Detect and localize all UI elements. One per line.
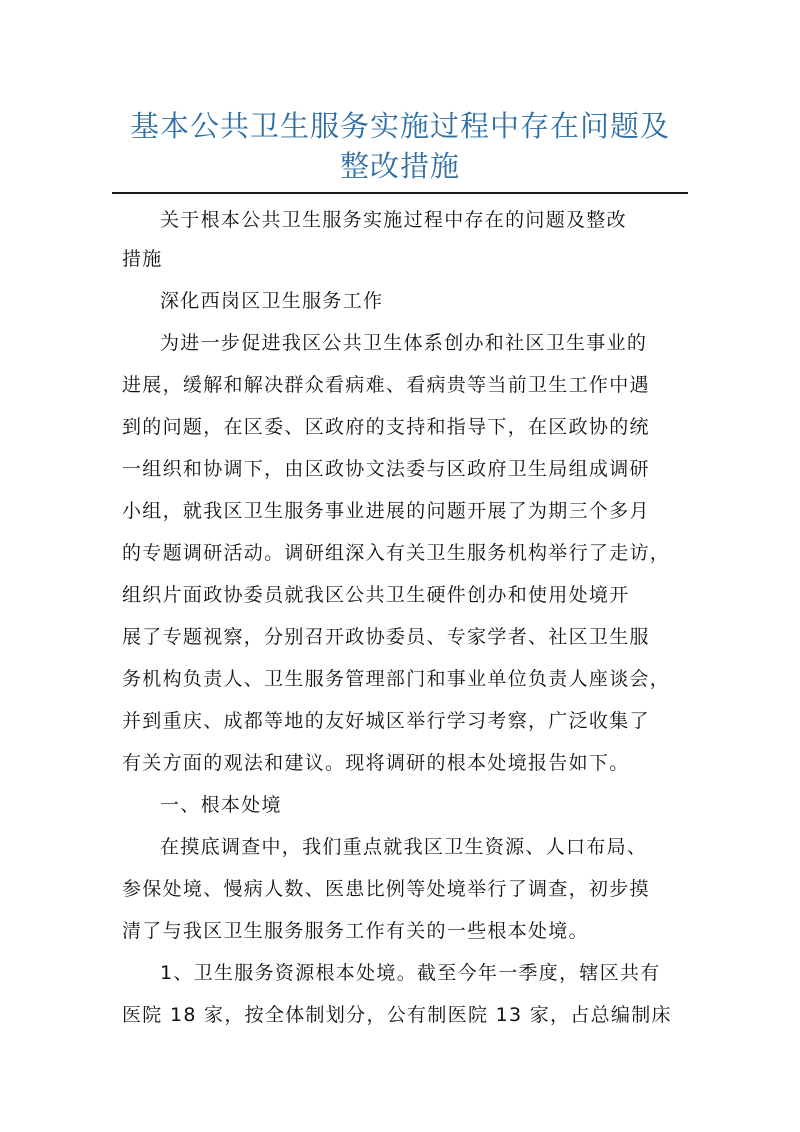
body-line: 展了专题视察，分别召开政协委员、专家学者、社区卫生服 bbox=[122, 626, 650, 648]
title-divider bbox=[112, 192, 688, 194]
document-title-line-1: 基本公共卫生服务实施过程中存在问题及 bbox=[129, 109, 670, 143]
body-line: 参保处境、慢病人数、医患比例等处境举行了调查，初步摸 bbox=[122, 878, 650, 900]
body-line: 1、卫生服务资源根本处境。截至今年一季度，辖区共有 bbox=[160, 962, 661, 984]
document-title-line-2: 整改措施 bbox=[339, 149, 460, 183]
body-line: 一组织和协调下，由区政协文法委与区政府卫生局组成调研 bbox=[122, 458, 650, 480]
body-line: 到的问题，在区委、区政府的支持和指导下，在区政协的统 bbox=[122, 416, 650, 438]
body-line: 为进一步促进我区公共卫生体系创办和社区卫生事业的 bbox=[160, 332, 648, 354]
section-heading: 一、根本处境 bbox=[160, 794, 282, 816]
section-subtitle: 深化西岗区卫生服务工作 bbox=[160, 290, 384, 312]
body-line: 的专题调研活动。调研组深入有关卫生服务机构举行了走访， bbox=[122, 542, 671, 564]
body-line: 进展，缓解和解决群众看病难、看病贵等当前卫生工作中遇 bbox=[122, 374, 650, 396]
body-line: 组织片面政协委员就我区公共卫生硬件创办和使用处境开 bbox=[122, 584, 630, 606]
body-line: 并到重庆、成都等地的友好城区举行学习考察，广泛收集了 bbox=[122, 710, 650, 732]
body-line: 医院 18 家，按全体制划分，公有制医院 13 家，占总编制床 bbox=[122, 1004, 672, 1026]
body-line: 关于根本公共卫生服务实施过程中存在的问题及整改 bbox=[160, 209, 627, 231]
body-line: 措施 bbox=[122, 248, 163, 270]
body-line: 清了与我区卫生服务服务工作有关的一些根本处境。 bbox=[122, 920, 589, 942]
body-line: 有关方面的观法和建议。现将调研的根本处境报告如下。 bbox=[122, 752, 630, 774]
body-line: 在摸底调查中，我们重点就我区卫生资源、人口布局、 bbox=[160, 836, 648, 858]
body-line: 小组，就我区卫生服务事业进展的问题开展了为期三个多月 bbox=[122, 500, 650, 522]
body-line: 务机构负责人、卫生服务管理部门和事业单位负责人座谈会， bbox=[122, 668, 671, 690]
